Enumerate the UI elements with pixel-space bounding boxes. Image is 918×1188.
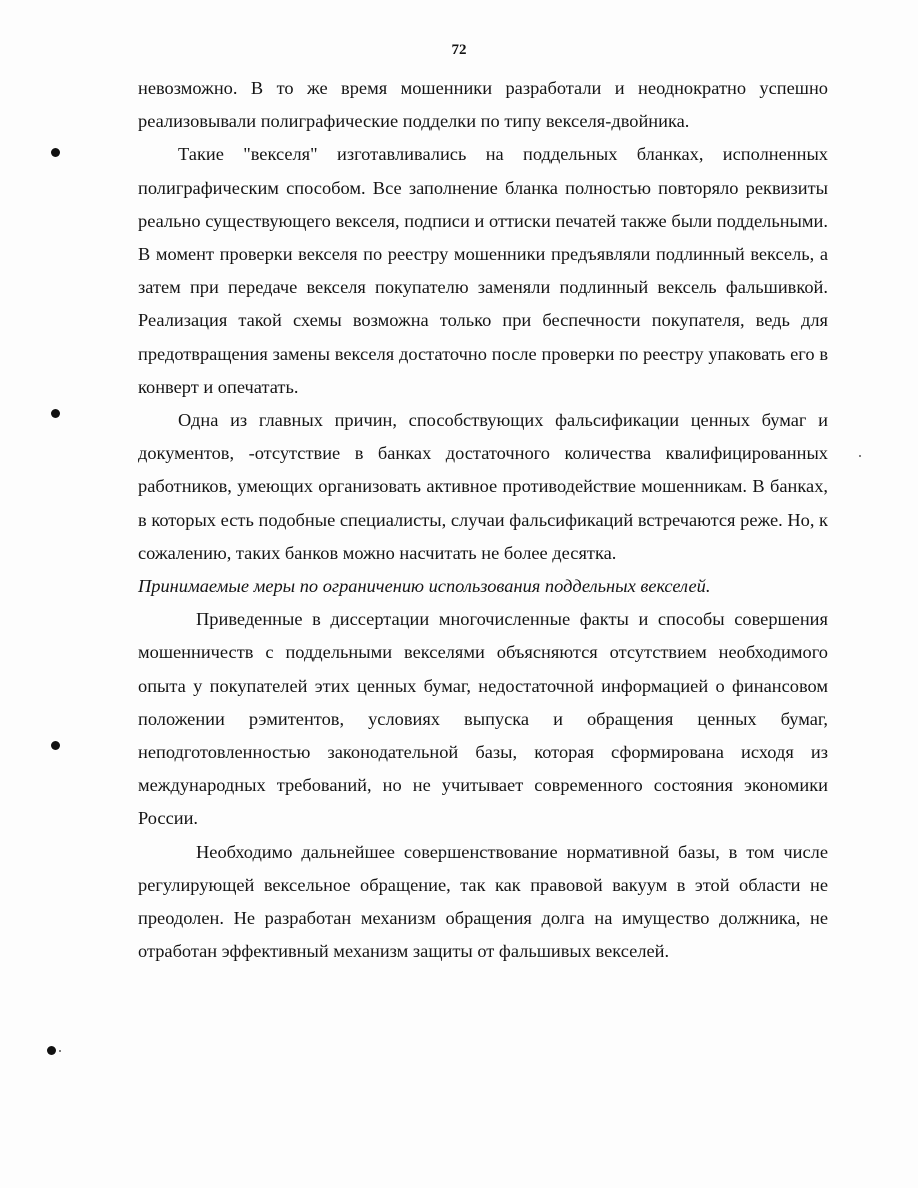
paragraph: Такие "векселя" изготавливались на поддельных бланках, исполненных полиграфическим способом. Все заполнение бланка полностью повторяло реквизиты реально существующего векселя, подписи и оттиски печатей также были поддельными. В момент проверки векселя по реестру мошенники предъявляли подлинный вексель, а затем при передаче векселя покупателю заменяли подлинный вексель фальшивкой. Реализация такой схемы возможна только при беспечности покупателя, ведь для предотвращения замены векселя достаточно после проверки по реестру упаковать его в конверт и опечатать. [138, 144, 828, 397]
body-text [138, 72, 828, 968]
paragraph: Приведенные в диссертации многочисленные факты и способы совершения мошенничеств с поддельными векселями объясняются отсутствием необходимого опыта у покупателей этих ценных бумаг, недостаточной информацией о финансовом положении рэмитентов, условиях выпуска и обращения ценных бумаг, неподготовленностью законодательной базы, которая сформирована исходя из международных требований, но не учитывает современного состояния экономики России. [138, 609, 828, 829]
paragraph: Необходимо дальнейшее совершенствование нормативной базы, в том числе регулирующей вексельное обращение, так как правовой вакуум в этой области не преодолен. Не разработан механизм обращения долга на имущество должника, не отработан эффективный механизм защиты от фальшивых векселей. [138, 841, 828, 962]
binding-hole-mark [51, 409, 60, 418]
binding-hole-mark [47, 1046, 56, 1055]
section-heading: Принимаемые меры по ограничению использования поддельных векселей. [138, 576, 711, 597]
binding-hole-mark [51, 741, 60, 750]
scan-speck [59, 1050, 61, 1052]
binding-hole-mark [51, 148, 60, 157]
paragraph: Одна из главных причин, способствующих фальсификации ценных бумаг и документов, -отсутствие в банках достаточного количества квалифицированных работников, умеющих организовать активное противодействие мошенникам. В банках, в которых есть подобные специалисты, случаи фальсификаций встречаются реже. Но, к сожалению, таких банков можно насчитать не более десятка. [138, 410, 828, 563]
scan-speck [859, 455, 861, 457]
page-number: 72 [451, 42, 467, 58]
paragraph: невозможно. В то же время мошенники разработали и неоднократно успешно реализовывали полиграфические подделки по типу векселя-двойника. [138, 78, 828, 132]
